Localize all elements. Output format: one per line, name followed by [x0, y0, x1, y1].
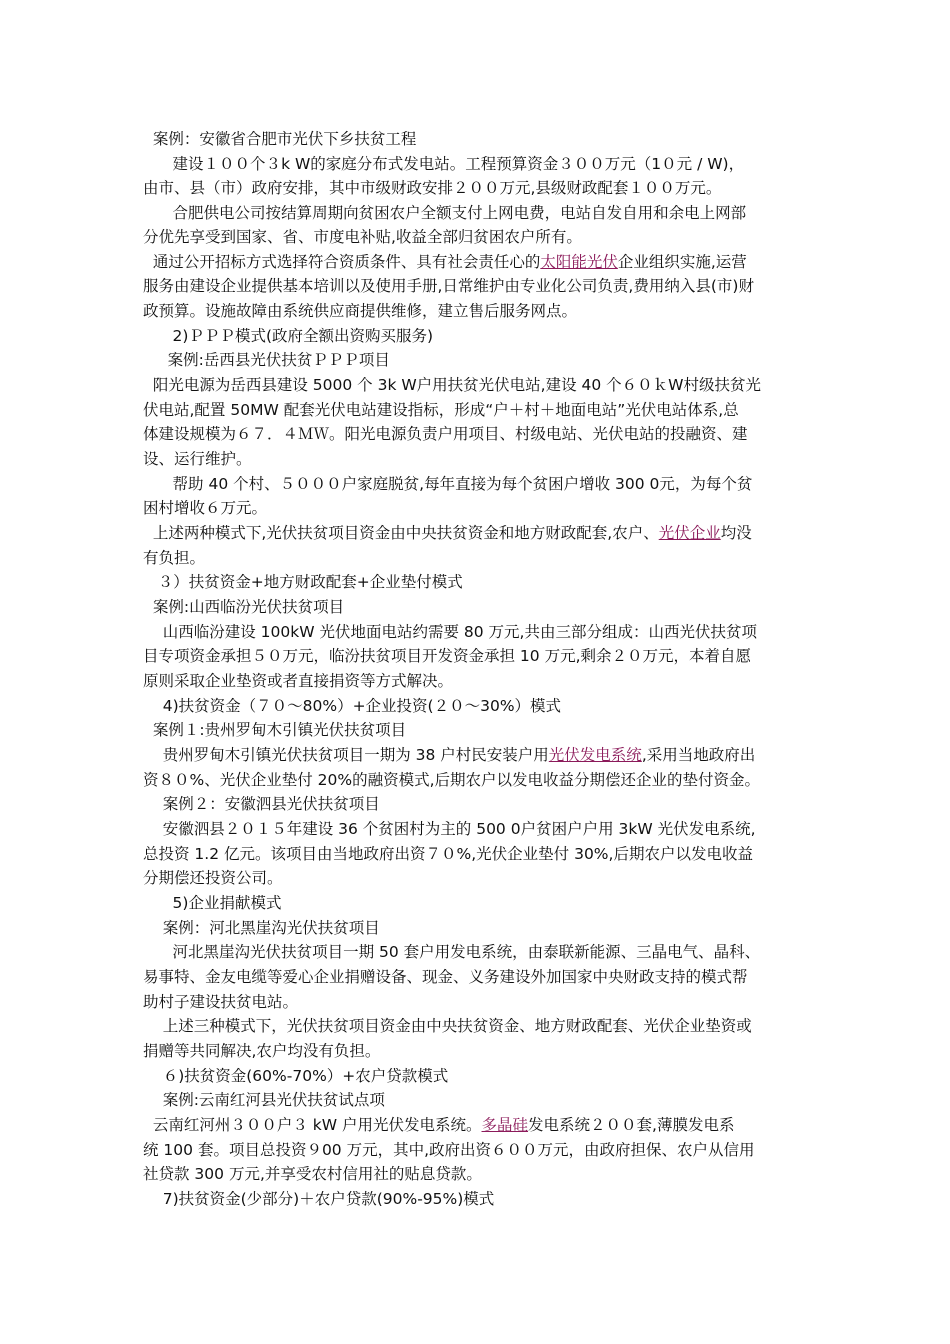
text-line: 帮助 40 个村、５０００户家庭脱贫,每年直接为每个贫困户增收 300 0元，为每个贫: [143, 475, 753, 493]
text-line: 困村增收６万元。: [143, 499, 268, 517]
case-title: 案例:山西临汾光伏扶贫项目: [143, 598, 345, 616]
case-title: 案例１:贵州罗甸木引镇光伏扶贫项目: [143, 721, 407, 739]
link-polysilicon[interactable]: 多晶硅: [481, 1116, 529, 1134]
text-line: 统 100 套。项目总投资９00 万元，其中,政府出资６００万元，由政府担保、农户从信用: [143, 1141, 755, 1159]
text-line: 目专项资金承担５０万元，临汾扶贫项目开发资金承担 10 万元,剩余２０万元，本着自愿: [143, 647, 752, 665]
text-segment: 通过公开招标方式选择符合资质条件、具有社会责任心的: [143, 253, 541, 271]
text-segment: 贵州罗甸木引镇光伏扶贫项目一期为 38 户村民安装户用: [143, 746, 549, 764]
text-line: [143, 250, 747, 274]
text-line: 阳光电源为岳西县建设 5000 个 3k W户用扶贫光伏电站,建设 40 个６０ｋW村级扶贫光: [143, 376, 762, 394]
link-pv-enterprise[interactable]: 光伏企业: [658, 524, 721, 542]
text-line: 政预算。设施故障由系统供应商提供维修，建立售后服务网点。: [143, 302, 578, 320]
text-line: 案例：安徽省合肥市光伏下乡扶贫工程: [143, 130, 417, 148]
link-solar-pv[interactable]: 太阳能光伏: [540, 253, 618, 271]
text-line: 助村子建设扶贫电站。: [143, 993, 299, 1011]
section-heading: ６)扶贫资金(60%-70%）+农户贷款模式: [143, 1067, 449, 1085]
text-segment: 上述两种模式下,光伏扶贫项目资金由中央扶贫资金和地方财政配套,农户、: [143, 524, 659, 542]
text-line: 上述三种模式下，光伏扶贫项目资金由中央扶贫资金、地方财政配套、光伏企业垫资或: [143, 1017, 752, 1035]
text-line: 原则采取企业垫资或者直接捐资等方式解决。: [143, 672, 454, 690]
section-heading: ３）扶贫资金+地方财政配套+企业垫付模式: [143, 573, 463, 591]
text-line: [143, 521, 752, 545]
text-line: 河北黑崖沟光伏扶贫项目一期 50 套户用发电系统，由泰联新能源、三晶电气、晶科、: [143, 943, 761, 961]
text-line: 合肥供电公司按结算周期向贫困农户全额支付上网电费，电站自发自用和余电上网部: [143, 204, 747, 222]
text-line: 伏电站,配置 50MW 配套光伏电站建设指标，形成“户＋村＋地面电站”光伏电站体系,总: [143, 401, 739, 419]
text-line: 安徽泗县２０１５年建设 36 个贫困村为主的 500 0户贫困户户用 3kW 光伏发电系统,: [143, 820, 756, 838]
text-line: 建设１００个３k W的家庭分布式发电站。工程预算资金３００万元（1０元 / W)，: [143, 155, 745, 173]
text-line: 社贷款 300 万元,并享受农村信用社的贴息贷款。: [143, 1165, 482, 1183]
text-segment: 企业组织实施,运营: [617, 253, 747, 271]
text-line: [143, 743, 755, 767]
link-pv-system[interactable]: 光伏发电系统: [548, 746, 642, 764]
text-line: 资８０%、光伏企业垫付 20%的融资模式,后期农户以发电收益分期偿还企业的垫付资金。: [143, 771, 761, 789]
text-line: 体建设规模为６７．４ＭＷ。阳光电源负责户用项目、村级电站、光伏电站的投融资、建: [143, 425, 748, 443]
section-heading: 7)扶贫资金(少部分)＋农户贷款(90%-95%)模式: [143, 1190, 495, 1208]
text-segment: ,采用当地政府出: [641, 746, 756, 764]
text-line: 总投资 1.2 亿元。该项目由当地政府出资７０%,光伏企业垫付 30%,后期农户以发电收益: [143, 845, 753, 863]
case-title: 案例２：安徽泗县光伏扶贫项目: [143, 795, 380, 813]
text-line: 设、运行维护。: [143, 450, 252, 468]
text-segment: 发电系统２００套,薄膜发电系: [528, 1116, 735, 1134]
text-segment: 均没: [720, 524, 752, 542]
text-line: 有负担。: [143, 549, 206, 567]
case-title: 案例：河北黑崖沟光伏扶贫项目: [143, 919, 380, 937]
case-title: 案例:云南红河县光伏扶贫试点项: [143, 1091, 385, 1109]
text-line: 捐赠等共同解决,农户均没有负担。: [143, 1042, 381, 1060]
text-segment: 云南红河州３００户３ kW 户用光伏发电系统。: [143, 1116, 482, 1134]
text-line: [143, 1113, 734, 1137]
text-line: 易事特、金友电缆等爱心企业捐赠设备、现金、义务建设外加国家中央财政支持的模式帮: [143, 968, 748, 986]
text-line: 服务由建设企业提供基本培训以及使用手册,日常维护由专业化公司负责,费用纳入县(市)财: [143, 277, 754, 295]
section-heading: 5)企业捐献模式: [143, 894, 282, 912]
section-heading: 4)扶贫资金（７０～80%）+企业投资(２０～30%）模式: [143, 697, 562, 715]
case-title: 案例:岳西县光伏扶贫ＰＰＰ项目: [143, 351, 390, 369]
text-line: 由市、县（市）政府安排，其中市级财政安排２００万元,县级财政配套１００万元。: [143, 179, 722, 197]
text-line: 分期偿还投资公司。: [143, 869, 283, 887]
text-line: 山西临汾建设 100kW 光伏地面电站约需要 80 万元,共由三部分组成：山西光伏扶贫项: [143, 623, 757, 641]
text-line: 分优先享受到国家、省、市度电补贴,收益全部归贫困农户所有。: [143, 228, 582, 246]
section-heading: 2)ＰＰＰ模式(政府全额出资购买服务): [143, 327, 434, 345]
